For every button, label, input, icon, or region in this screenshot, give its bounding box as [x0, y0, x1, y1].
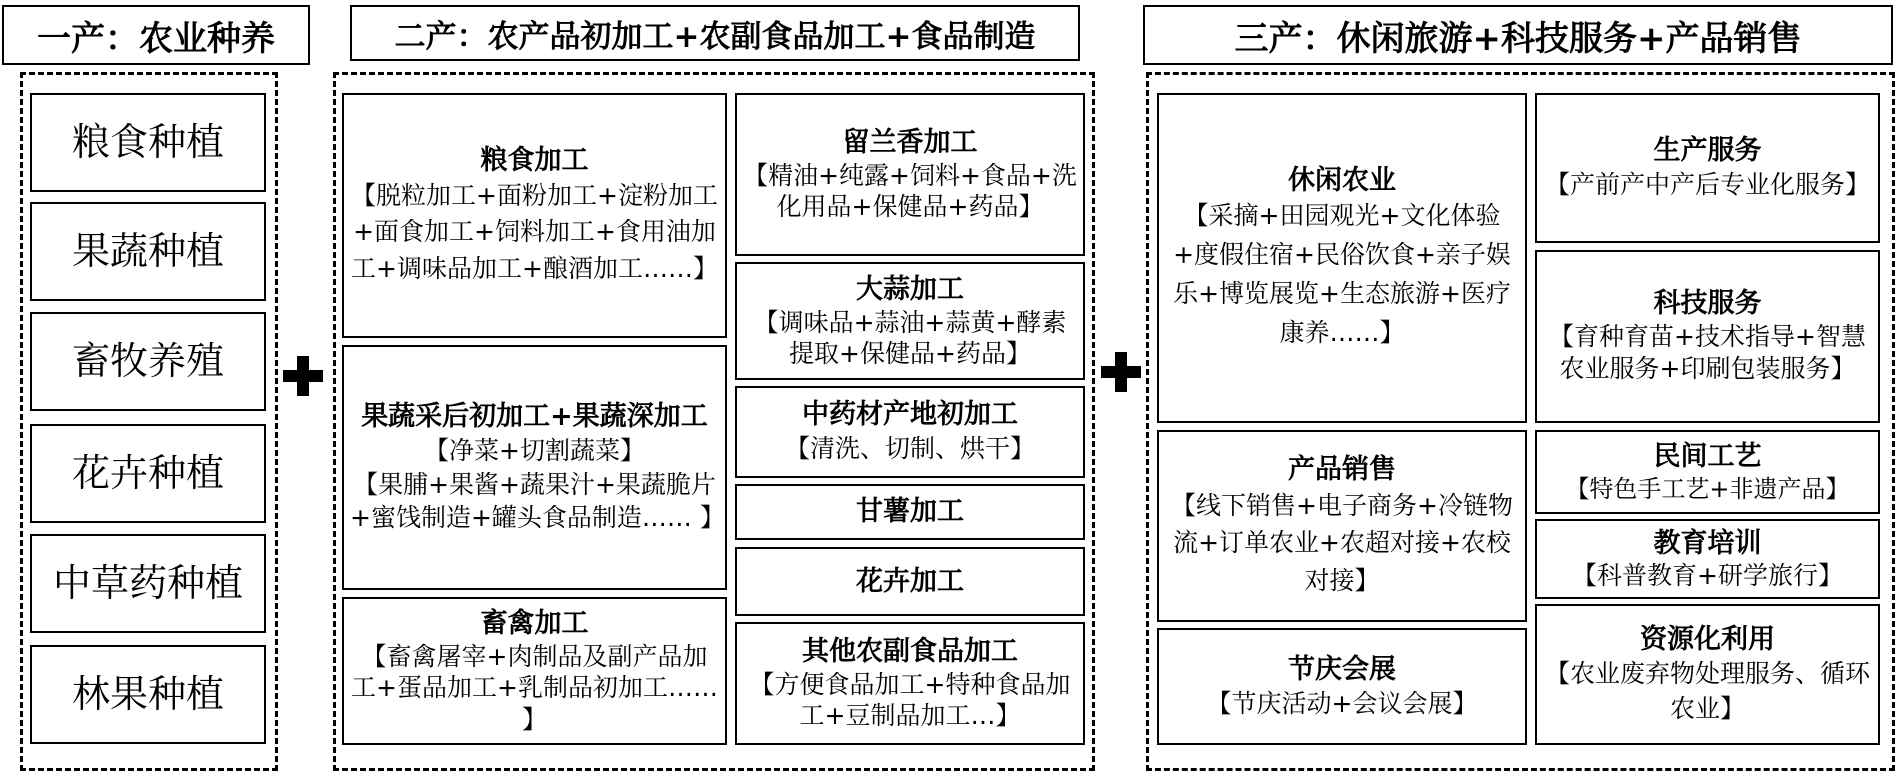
- primary-item: [30, 312, 266, 411]
- tertiary-header-label: 三产：休闲旅游+科技服务+产品销售: [1234, 18, 1802, 59]
- box-title: 果蔬采后初加工+果蔬深加工: [361, 401, 708, 432]
- box-body: 【清洗、切制、烘干】: [784, 434, 1035, 463]
- primary-industry-header: [2, 5, 310, 65]
- box-title: 甘薯加工: [856, 496, 964, 528]
- livestock-processing-box: [342, 597, 727, 745]
- box-title: 民间工艺: [1653, 441, 1762, 473]
- festival-exhibition-box: [1157, 628, 1527, 745]
- other-food-processing-box: [735, 622, 1085, 745]
- box-title: 节庆会展: [1288, 653, 1396, 685]
- plus-icon: [283, 356, 323, 396]
- leisure-agriculture-box: [1157, 93, 1527, 423]
- primary-item: [30, 93, 266, 192]
- primary-item-label: 花卉种植: [71, 450, 224, 495]
- box-title: 资源化利用: [1640, 623, 1775, 655]
- rosemary-processing-box: [735, 93, 1085, 256]
- primary-header-label: 一产：农业种养: [37, 18, 275, 59]
- box-title: 留兰香加工: [842, 127, 978, 159]
- secondary-header-label: 二产：农产品初加工+农副食品加工+食品制造: [394, 18, 1036, 55]
- garlic-processing-box: [735, 262, 1085, 380]
- box-title: 粮食加工: [480, 145, 589, 177]
- primary-item: [30, 534, 266, 633]
- primary-item: [30, 424, 266, 523]
- production-service-box: [1535, 93, 1880, 243]
- sweet-potato-processing-box: [735, 484, 1085, 540]
- box-title: 中药材产地初加工: [802, 399, 1018, 431]
- box-title: 畜禽加工: [480, 608, 589, 640]
- box-body: 【特色手工艺+非遗产品】: [1565, 474, 1850, 503]
- box-title: 生产服务: [1653, 135, 1762, 167]
- primary-item-label: 粮食种植: [71, 119, 224, 164]
- box-title: 产品销售: [1288, 453, 1396, 485]
- box-body: 【方便食品加工+特种食品加工+豆制品加工…】: [749, 670, 1071, 731]
- secondary-industry-header: [350, 5, 1080, 61]
- resource-utilization-box: [1535, 604, 1880, 745]
- box-title: 其他农副食品加工: [802, 636, 1018, 668]
- primary-item-label: 中草药种植: [52, 560, 243, 605]
- box-body: 【调味品+蒜油+蒜黄+酵素提取+保健品+药品】: [753, 307, 1067, 368]
- box-body: 【节庆活动+会议会展】: [1206, 688, 1478, 718]
- education-training-box: [1535, 519, 1880, 599]
- box-title: 休闲农业: [1288, 164, 1396, 196]
- primary-item-label: 果蔬种植: [71, 228, 224, 273]
- box-title: 教育培训: [1653, 527, 1762, 559]
- primary-item-label: 林果种植: [71, 671, 224, 716]
- plus-icon: [1101, 352, 1141, 392]
- herb-processing-box: [735, 386, 1085, 478]
- box-title: 花卉加工: [856, 565, 964, 597]
- box-body: 【科普教育+研学旅行】: [1572, 561, 1843, 591]
- box-body: 【线下销售+电子商务+冷链物流+订单农业+农超对接+农校对接】: [1171, 490, 1513, 595]
- box-body: 【畜禽屠宰+肉制品及副产品加工+蛋品加工+乳制品初加工…… 】: [351, 642, 718, 734]
- tertiary-industry-header: [1143, 5, 1893, 65]
- box-body: 【产前产中产后专业化服务】: [1544, 170, 1870, 199]
- product-sales-box: [1157, 430, 1527, 622]
- box-body: 【农业废弃物处理服务、循环农业】: [1544, 659, 1870, 724]
- box-body: 【果脯+果酱+蔬果汁+果蔬脆片+蜜饯制造+罐头食品制造…… 】: [350, 469, 725, 533]
- box-body: 【育种育苗+技术指导+智慧农业服务+印刷包装服务】: [1549, 321, 1866, 384]
- tech-service-box: [1535, 250, 1880, 423]
- box-body: 【精油+纯露+饲料+食品+洗化用品+保健品+药品】: [743, 161, 1077, 222]
- folk-craft-box: [1535, 430, 1880, 514]
- box-body: 【净菜+切割蔬菜】: [424, 435, 645, 465]
- box-title: 科技服务: [1653, 288, 1762, 320]
- box-body: 【脱粒加工+面粉加工+淀粉加工+面食加工+饲料加工+食用油加工+调味品加工+酿酒加工……】: [351, 181, 718, 283]
- box-body: 【采摘+田园观光+文化体验+度假住宿+民俗饮食+亲子娱乐+博览展览+生态旅游+医疗康养……】: [1173, 201, 1511, 347]
- primary-item: [30, 202, 266, 301]
- box-title: 大蒜加工: [856, 273, 964, 305]
- fruit-veg-processing-box: [342, 345, 727, 590]
- flower-processing-box: [735, 547, 1085, 616]
- grain-processing-box: [342, 93, 727, 338]
- primary-item-label: 畜牧养殖: [71, 338, 224, 383]
- primary-item: [30, 645, 266, 744]
